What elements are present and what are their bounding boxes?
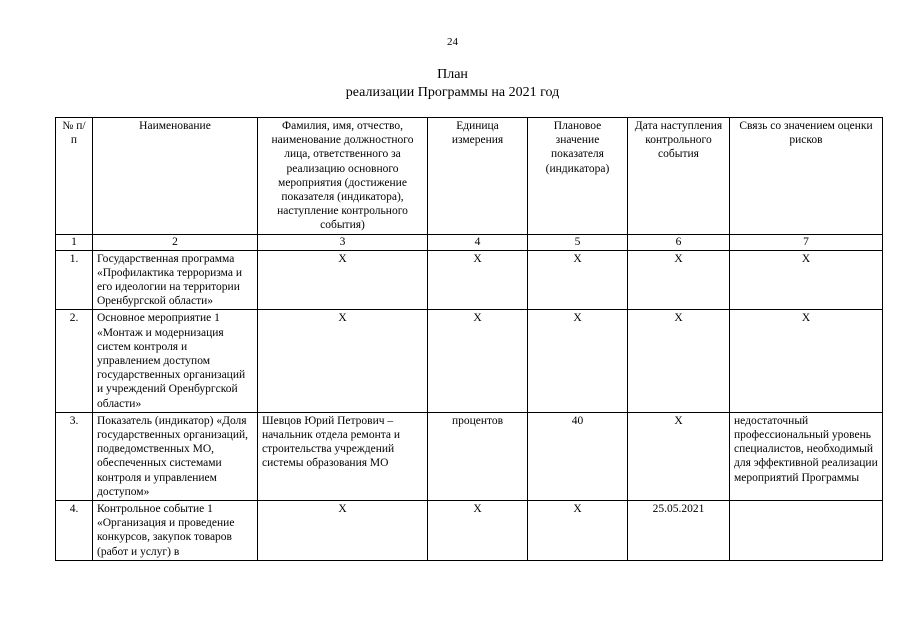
row-date: Х <box>628 310 730 412</box>
row-unit: Х <box>428 310 528 412</box>
header-name: Наименование <box>93 118 258 235</box>
row-responsible: Х <box>258 310 428 412</box>
table-row <box>56 310 883 412</box>
row-planned-value: Х <box>528 501 628 561</box>
row-responsible: Шевцов Юрий Петрович – начальник отдела ремонта и строительства учреждений системы образования МО <box>258 412 428 500</box>
row-risk: Х <box>730 250 883 310</box>
row-planned-value: Х <box>528 250 628 310</box>
row-date: Х <box>628 250 730 310</box>
row-name: Основное мероприятие 1 «Монтаж и модернизация систем контроля и управлением доступом государственных организаций и учреждений Оренбургской области» <box>93 310 258 412</box>
row-date: Х <box>628 412 730 500</box>
column-number: 5 <box>528 234 628 250</box>
row-unit: Х <box>428 501 528 561</box>
row-unit: процентов <box>428 412 528 500</box>
table-row <box>56 412 883 500</box>
header-num: № п/п <box>56 118 93 235</box>
plan-table <box>55 117 883 561</box>
row-risk: Х <box>730 310 883 412</box>
row-name: Государственная программа «Профилактика терроризма и его идеологии на территории Оренбургской области» <box>93 250 258 310</box>
column-number: 2 <box>93 234 258 250</box>
header-row <box>56 118 883 235</box>
header-responsible: Фамилия, имя, отчество, наименование должностного лица, ответственного за реализацию основного мероприятия (достижение показателя (индикатора), наступление контрольного события) <box>258 118 428 235</box>
row-date: 25.05.2021 <box>628 501 730 561</box>
row-risk: недостаточный профессиональный уровень специалистов, необходимый для эффективной реализации мероприятий Программы <box>730 412 883 500</box>
document-title <box>0 66 905 102</box>
row-num: 4. <box>56 501 93 561</box>
header-planned-value: Плановое значение показателя (индикатора) <box>528 118 628 235</box>
column-number: 7 <box>730 234 883 250</box>
column-number: 1 <box>56 234 93 250</box>
title-line-2: реализации Программы на 2021 год <box>345 85 560 100</box>
row-planned-value: 40 <box>528 412 628 500</box>
header-risk: Связь со значением оценки рисков <box>730 118 883 235</box>
title-line-1: План <box>437 67 468 82</box>
page-number: 24 <box>447 36 458 48</box>
column-number-row <box>56 234 883 250</box>
column-number: 3 <box>258 234 428 250</box>
row-planned-value: Х <box>528 310 628 412</box>
header-date: Дата наступления контрольного события <box>628 118 730 235</box>
table-row <box>56 501 883 561</box>
row-num: 3. <box>56 412 93 500</box>
row-unit: Х <box>428 250 528 310</box>
row-responsible: Х <box>258 250 428 310</box>
row-num: 1. <box>56 250 93 310</box>
column-number: 4 <box>428 234 528 250</box>
column-number: 6 <box>628 234 730 250</box>
header-unit: Единица измерения <box>428 118 528 235</box>
row-num: 2. <box>56 310 93 412</box>
row-name: Показатель (индикатор) «Доля государственных организаций, подведомственных МО, обеспеченных системами контроля и управлением доступом» <box>93 412 258 500</box>
row-risk <box>730 501 883 561</box>
row-responsible: Х <box>258 501 428 561</box>
table-row <box>56 250 883 310</box>
row-name: Контрольное событие 1 «Организация и проведение конкурсов, закупок товаров (работ и услуг) в <box>93 501 258 561</box>
